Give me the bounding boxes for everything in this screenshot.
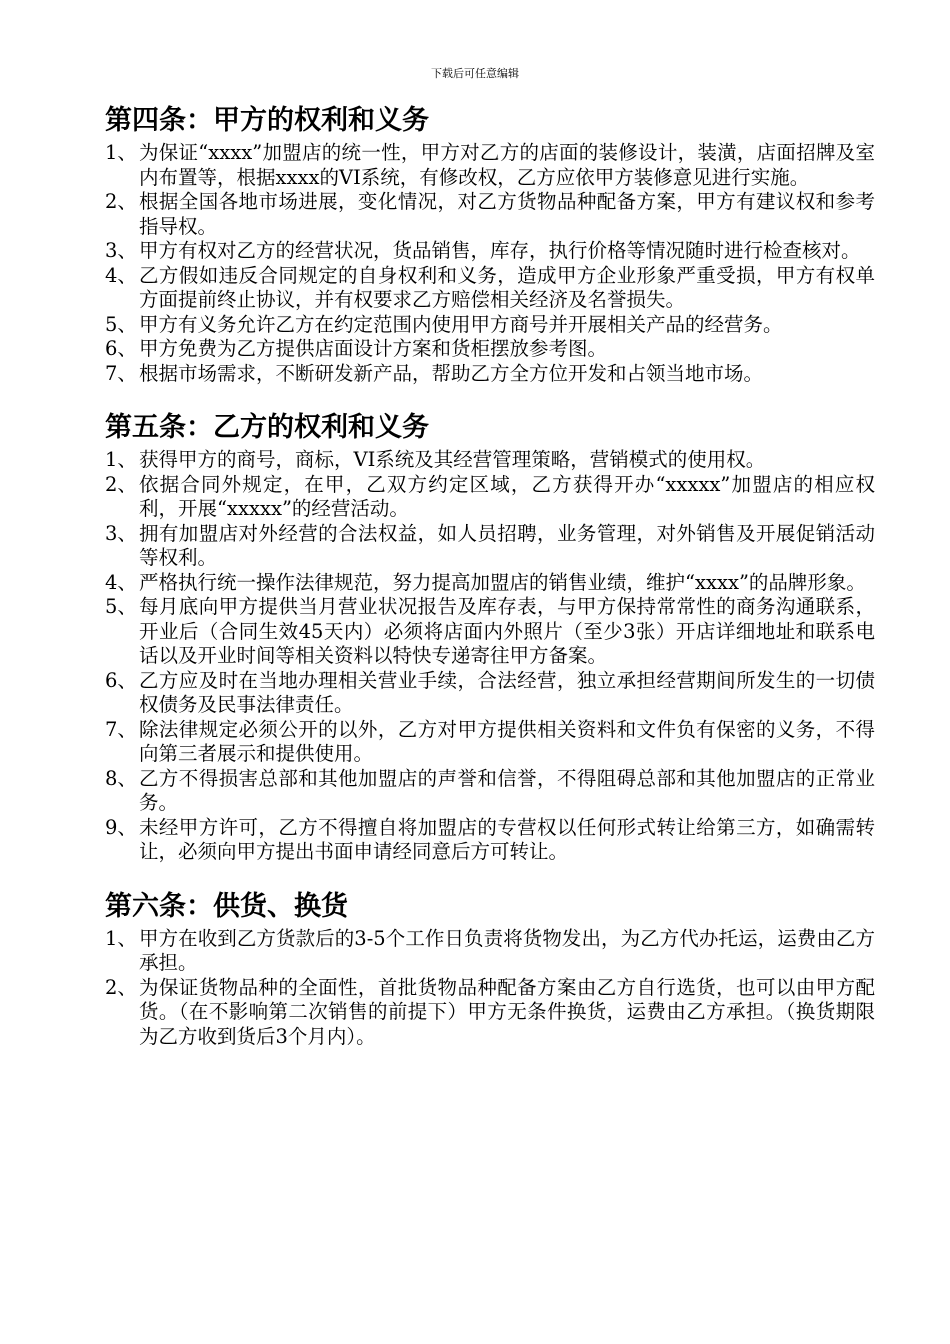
clause-number: 2、 [105,975,137,999]
clause-item [105,337,875,362]
clause-text: 拥有加盟店对外经营的合法权益，如人员招聘，业务管理，对外销售及开展促销活动等权利。 [139,521,875,569]
clause-text: 乙方假如违反合同规定的自身权利和义务，造成甲方企业形象严重受损，甲方有权单方面提前终止协议，并有权要求乙方赔偿相关经济及名誉损失。 [139,263,875,311]
section-article-5 [105,408,875,865]
clause-number: 3、 [105,521,137,545]
clause-number: 2、 [105,190,137,213]
clause-text: 甲方在收到乙方货款后的3-5个工作日负责将货物发出，为乙方代办托运，运费由乙方承担。 [139,926,875,974]
clause-item [105,141,875,190]
clause-item [105,264,875,313]
clause-text: 每月底向甲方提供当月营业状况报告及库存表，与甲方保持常常性的商务沟通联系，开业后（合同生效45天内）必须将店面内外照片（至少3张）开店详细地址和联系电话以及开业时间等相关资料以特快专递寄往甲方备案。 [139,595,875,667]
clause-item [105,473,875,522]
clause-list [105,927,875,1050]
clause-item [105,239,875,264]
section-title: 第六条：供货、换货 [105,890,348,922]
clause-text: 乙方应及时在当地办理相关营业手续，合法经营，独立承担经营期间所发生的一切债权债务及民事法律责任。 [139,668,875,716]
clause-text: 乙方不得损害总部和其他加盟店的声誉和信誉，不得阻碍总部和其他加盟店的正常业务。 [139,766,875,814]
clause-item [105,190,875,239]
clause-number: 5、 [105,595,137,618]
clause-item [105,927,875,976]
section-article-6 [105,887,875,1050]
clause-number: 7、 [105,717,137,741]
clause-number: 5、 [105,312,137,336]
clause-item [105,522,875,571]
clause-item [105,571,875,596]
clause-item [105,976,875,1050]
clause-number: 2、 [105,472,137,496]
section-title: 第四条：甲方的权利和义务 [105,105,429,136]
section-article-4 [105,101,875,386]
section-title: 第五条：乙方的权利和义务 [105,412,429,443]
clause-number: 1、 [105,141,137,164]
clause-text: 除法律规定必须公开的以外，乙方对甲方提供相关资料和文件负有保密的义务，不得向第三者展示和提供使用。 [139,717,875,765]
clause-text: 未经甲方许可，乙方不得擅自将加盟店的专营权以任何形式转让给第三方，如确需转让，必须向甲方提出书面申请经同意后方可转让。 [139,815,875,863]
clause-number: 1、 [105,448,137,471]
clause-text: 甲方有义务允许乙方在约定范围内使用甲方商号并开展相关产品的经营务。 [139,312,783,336]
clause-text: 根据全国各地市场进展，变化情况，对乙方货物品种配备方案，甲方有建议权和参考指导权。 [139,190,875,238]
clause-item [105,767,875,816]
clause-text: 甲方有权对乙方的经营状况，货品销售，库存，执行价格等情况随时进行检查核对。 [139,239,861,262]
clause-item [105,448,875,473]
clause-item [105,362,875,387]
clause-number: 6、 [105,668,137,692]
clause-text: 甲方免费为乙方提供店面设计方案和货柜摆放参考图。 [139,337,608,360]
clause-item [105,313,875,338]
document-body [105,100,875,1049]
clause-text: 根据市场需求，不断研发新产品，帮助乙方全方位开发和占领当地市场。 [139,361,764,385]
clause-number: 8、 [105,766,137,790]
clause-item [105,718,875,767]
clause-number: 7、 [105,361,137,385]
clause-text: 获得甲方的商号，商标，VI系统及其经营管理策略，营销模式的使用权。 [139,448,766,471]
clause-text: 为保证货物品种的全面性，首批货物品种配备方案由乙方自行选货，也可以由甲方配货。（在不影响第二次销售的前提下）甲方无条件换货，运费由乙方承担。（换货期限为乙方收到货后3个月内）。 [139,975,875,1048]
clause-text: 严格执行统一操作法律规范，努力提高加盟店的销售业绩，维护“xxxx”的品牌形象。 [139,570,866,594]
clause-number: 3、 [105,239,137,262]
clause-number: 6、 [105,337,137,360]
header-note: 下载后可任意编辑 [431,67,519,80]
clause-list [105,448,875,865]
clause-list [105,141,875,386]
clause-number: 4、 [105,263,137,287]
clause-number: 9、 [105,815,137,839]
clause-text: 为保证“xxxx”加盟店的统一性，甲方对乙方的店面的装修设计，装潢，店面招牌及室内布置等，根据xxxx的VI系统，有修改权，乙方应依甲方装修意见进行实施。 [139,141,875,189]
clause-text: 依据合同外规定，在甲，乙双方约定区域，乙方获得开办“xxxxx”加盟店的相应权利，开展“xxxxx”的经营活动。 [139,472,875,520]
clause-number: 1、 [105,926,137,950]
clause-item [105,595,875,669]
clause-item [105,669,875,718]
clause-number: 4、 [105,570,137,594]
clause-item [105,816,875,865]
